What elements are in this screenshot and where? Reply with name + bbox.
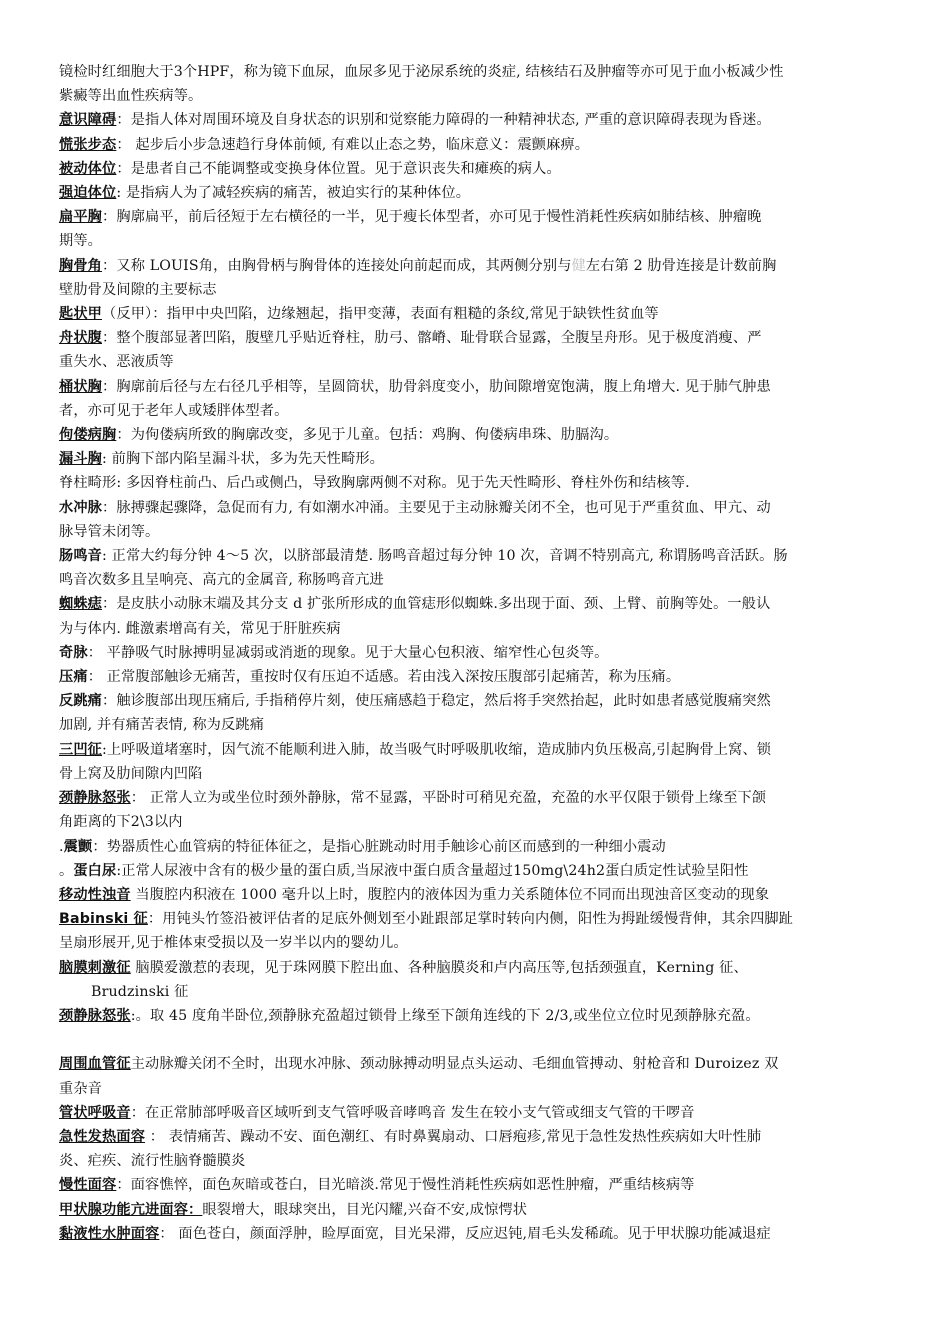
body-text: ：胸廓扁平，前后径短于左右横径的一半，见于瘦长体型者，亦可见于慢性消耗性疾病如肺结核、肿瘤晚 xyxy=(102,209,762,226)
term-heading: 桶状胸 xyxy=(59,378,103,395)
term-heading: 舟状腹 xyxy=(59,330,103,347)
definition-line xyxy=(59,302,910,326)
term-heading: 颈静脉怒张 xyxy=(59,790,131,807)
term-heading: 漏斗胸 xyxy=(59,451,103,468)
definition-line xyxy=(59,326,910,350)
body-text: 重失水、恶液质等 xyxy=(59,354,174,371)
definition-line xyxy=(59,665,910,689)
definition-line xyxy=(59,157,910,181)
body-text: ：用钝头竹签沿被评估者的足底外侧划至小趾跟部足掌时转向内侧，阳性为拇趾缓慢背伸，其余四脚趾 xyxy=(147,911,794,928)
body-text: 重杂音 xyxy=(59,1080,103,1097)
term-heading: Babinski 征 xyxy=(59,911,148,928)
body-text: 镜检时红细胞大于3个HPF，称为镜下血尿，血尿多见于泌尿系统的炎症, 结核结石及肿瘤等亦可见于血小板减少性 xyxy=(59,64,784,80)
body-text: ： 平静吸气时脉搏明显减弱或消逝的现象。见于大量心包积液、缩窄性心包炎等。 xyxy=(87,644,609,661)
body-text: ：触诊腹部出现压痛后, 手指稍停片刻，使压痛感趋于稳定，然后将手突然抬起，此时如患者感觉腹痛突然 xyxy=(102,693,771,710)
body-text: 为与体内. 雌激素增高有关，常见于肝脏疾病 xyxy=(59,620,341,637)
body-text: ： 面色苍白，颜面浮肿，睑厚面宽，目光呆滞，反应迟钝,眉毛头发稀疏。见于甲状腺功能减退症 xyxy=(159,1225,771,1242)
text-line xyxy=(59,229,910,253)
body-text: 者，亦可见于老年人或矮胖体型者。 xyxy=(59,402,289,419)
definition-line xyxy=(59,1198,910,1222)
definition-line xyxy=(59,133,910,157)
definition-line xyxy=(59,1052,910,1076)
body-text: 期等。 xyxy=(59,233,103,250)
definition-line xyxy=(59,1004,910,1028)
body-text: 脉导管未闭等。 xyxy=(59,523,160,540)
body-text: :。取 45 度角半卧位,颈静脉充盈超过锁骨上缘至下颌角连线的下 2/3,或坐位立位时见颈静脉充盈。 xyxy=(130,1007,760,1024)
text-line xyxy=(59,931,910,955)
body-text: 鸣音次数多且呈响亮、高亢的金属音, 称肠鸣音亢进 xyxy=(59,572,384,589)
definition-line xyxy=(59,883,910,907)
body-text: ： 表情痛苦、躁动不安、面色潮红、有时鼻翼扇动、口唇疱疹,常见于急性发热性疾病如大叶性肺 xyxy=(145,1128,762,1145)
body-text: ： 正常人立为或坐位时颈外静脉，常不显露，平卧时可稍见充盈，充盈的水平仅限于锁骨上缘至下颌 xyxy=(130,790,767,807)
text-line xyxy=(59,1077,910,1101)
body-text: :上呼吸道堵塞时，因气流不能顺利进入肺，故当吸气时呼吸肌收缩，造成肺内负压极高,引起胸骨上窝、锁 xyxy=(102,741,772,758)
definition-line xyxy=(59,1125,910,1149)
definition-line xyxy=(59,689,910,713)
term-heading: 三凹征 xyxy=(59,741,103,758)
body-text: ： 正常腹部触诊无痛苦，重按时仅有压迫不适感。若由浅入深按压腹部引起痛苦，称为压痛。 xyxy=(87,669,681,686)
body-text: ：是皮肤小动脉末端及其分支 d 扩张所形成的血管痣形似蜘蛛.多出现于面、颈、上臂、前胸等处。一般认 xyxy=(102,596,771,613)
term-heading: 水冲脉 xyxy=(59,499,103,516)
text-line xyxy=(59,399,910,423)
body-text: 骨上窝及肋间隙内凹陷 xyxy=(59,765,203,782)
text-line xyxy=(59,520,910,544)
definition-line xyxy=(59,423,910,447)
definition-line xyxy=(59,641,910,665)
text-line xyxy=(59,84,910,108)
term-heading: 意识障碍 xyxy=(59,112,117,129)
definition-line xyxy=(59,544,910,568)
definition-line xyxy=(59,1222,910,1246)
definition-line xyxy=(59,592,910,616)
definition-line xyxy=(59,786,910,810)
definition-line xyxy=(59,738,910,762)
text-line xyxy=(59,471,910,495)
term-heading: 蜘蛛痣 xyxy=(59,596,103,613)
body-text: ：又称 LOUIS角，由胸骨柄与胸骨体的连接处向前起而成，其两侧分别与 xyxy=(102,257,572,274)
body-text-continued: 左右第 2 肋骨连接是计数前胸 xyxy=(585,257,777,274)
definition-line xyxy=(59,907,910,931)
definition-line xyxy=(59,1101,910,1125)
body-text: : 正常大约每分钟 4～5 次，以脐部最清楚. 肠鸣音超过每分钟 10 次，音调不特别高亢, 称谓肠鸣音活跃。肠 xyxy=(102,548,788,565)
line-prefix: . xyxy=(59,838,64,855)
term-heading: 震颤 xyxy=(63,838,93,855)
term-heading: 急性发热面容 xyxy=(59,1128,146,1145)
text-line xyxy=(59,568,910,592)
body-text: 炎、疟疾、流行性脑脊髓膜炎 xyxy=(59,1153,246,1170)
body-text: ：势器质性心血管病的特征体征之，是指心脏跳动时用手触诊心前区而感到的一种细小震动 xyxy=(92,838,666,855)
body-text: :正常人尿液中含有的极少量的蛋白质,当尿液中蛋白质含量超过150mg\24h2蛋白质定性试验呈阳性 xyxy=(116,862,749,879)
term-heading: 黏液性水肿面容 xyxy=(59,1225,160,1242)
text-line xyxy=(59,713,910,737)
body-text: 加剧, 并有痛苦表情, 称为反跳痛 xyxy=(59,717,265,734)
body-text: 紫癜等出血性疾病等。 xyxy=(59,88,203,105)
body-text: ：面容憔悴，面色灰暗或苍白，目光暗淡.常见于慢性消耗性疾病如恶性肿瘤，严重结核病等 xyxy=(116,1177,695,1194)
term-heading: 管状呼吸音 xyxy=(59,1104,131,1121)
definition-line xyxy=(59,496,910,520)
term-heading: 肠鸣音 xyxy=(59,548,103,565)
term-heading: 移动性浊音 xyxy=(59,886,131,903)
faint-character: 健 xyxy=(571,257,586,274)
term-heading: 佝偻病胸 xyxy=(59,427,117,444)
definition-line xyxy=(59,447,910,471)
body-text: ：是患者自己不能调整或变换身体位置。见于意识丧失和瘫痪的病人。 xyxy=(116,160,561,177)
text-line xyxy=(59,980,910,1004)
body-text: ：整个腹部显著凹陷，腹壁几乎贴近脊柱，肋弓、髂嵴、耻骨联合显露，全腹呈舟形。见于极度消瘦、严 xyxy=(102,330,762,347)
body-text: ：胸廓前后径与左右径几乎相等，呈圆筒状，肋骨斜度变小，肋间隙增宽饱满，腹上角增大. 见于肺气肿患 xyxy=(102,378,771,395)
body-text: : 前胸下部内陷呈漏斗状，多为先天性畸形。 xyxy=(102,451,385,468)
body-text: ：是指人体对周围环境及自身状态的识别和觉察能力障碍的一种精神状态, 严重的意识障碍表现为昏迷。 xyxy=(116,112,771,129)
term-heading: 匙状甲 xyxy=(59,306,103,323)
definition-line xyxy=(59,956,910,980)
term-heading: 扁平胸 xyxy=(59,209,103,226)
term-heading: 脑膜刺激征 xyxy=(59,959,131,976)
body-text: 角距离的下2\3以内 xyxy=(59,814,183,831)
body-text: 眼裂增大，眼球突出，目光闪耀,兴奋不安,成惊愕状 xyxy=(202,1201,528,1218)
definition-line xyxy=(59,254,910,278)
term-heading: 强迫体位 xyxy=(59,185,117,202)
definition-line xyxy=(59,835,910,859)
body-text: 脊柱畸形: 多因脊柱前凸、后凸或侧凸，导致胸廓两侧不对称。见于先天性畸形、脊柱外伤和结核等. xyxy=(59,475,690,492)
text-line xyxy=(59,1149,910,1173)
body-text: 壁肋骨及间隙的主要标志 xyxy=(59,281,217,298)
definition-line xyxy=(59,859,910,883)
body-text: 主动脉瓣关闭不全时，出现水冲脉、颈动脉搏动明显点头运动、毛细血管搏动、射枪音和 Duroizez 双 xyxy=(130,1056,779,1073)
term-heading: 被动体位 xyxy=(59,160,117,177)
definition-line xyxy=(59,375,910,399)
body-text: 呈扇形展开,见于椎体束受损以及一岁半以内的婴幼儿。 xyxy=(59,935,408,952)
definition-line xyxy=(59,108,910,132)
term-heading: 反跳痛 xyxy=(59,693,103,710)
text-line xyxy=(59,762,910,786)
term-heading: 慌张步态 xyxy=(59,136,117,153)
line-prefix: 。 xyxy=(59,862,74,879)
text-line xyxy=(59,810,910,834)
blank-line xyxy=(59,1028,910,1052)
definition-line xyxy=(59,1173,910,1197)
body-text: ：在正常肺部呼吸音区域听到支气管呼吸音哮鸣音 发生在较小支气管或细支气管的干啰音 xyxy=(130,1104,695,1121)
text-line xyxy=(59,350,910,374)
body-text: （反甲）：指甲中央凹陷，边缘翘起，指甲变薄，表面有粗糙的条纹,常见于缺铁性贫血等 xyxy=(102,306,659,323)
definition-line xyxy=(59,181,910,205)
term-heading: 周围血管征 xyxy=(59,1056,131,1073)
term-heading: 颈静脉怒张 xyxy=(59,1007,131,1024)
body-text: ： 起步后小步急速趋行身体前倾, 有难以止态之势，临床意义：震颤麻痹。 xyxy=(116,136,590,153)
definition-line xyxy=(59,205,910,229)
term-heading: 蛋白尿 xyxy=(73,862,117,879)
term-heading: 甲状腺功能亢进面容： xyxy=(59,1201,203,1218)
term-heading: 胸骨角 xyxy=(59,257,103,274)
term-heading: 慢性面容 xyxy=(59,1177,117,1194)
text-line xyxy=(59,60,910,84)
body-text: Brudzinski 征 xyxy=(91,983,189,1000)
text-line xyxy=(59,278,910,302)
text-line xyxy=(59,617,910,641)
term-heading: 压痛 xyxy=(59,669,88,686)
term-heading: 奇脉 xyxy=(59,644,88,661)
body-text: 当腹腔内积液在 1000 毫升以上时，腹腔内的液体因为重力关系随体位不同而出现浊音区变动的现象 xyxy=(130,886,770,903)
body-text: ：脉搏骤起骤降，急促而有力, 有如潮水冲涌。主要见于主动脉瓣关闭不全，也可见于严重贫血、甲亢、动 xyxy=(102,499,771,516)
body-text: 脑膜爱激惹的表现，见于珠网膜下腔出血、各种脑膜炎和卢内高压等,包括颈强直，Kerning 征、 xyxy=(130,959,748,976)
body-text: : 是指病人为了减轻疾病的痛苦，被迫实行的某种体位。 xyxy=(116,185,471,202)
body-text: ：为佝偻病所致的胸廓改变，多见于儿童。包括：鸡胸、佝偻病串珠、肋膈沟。 xyxy=(116,427,619,444)
